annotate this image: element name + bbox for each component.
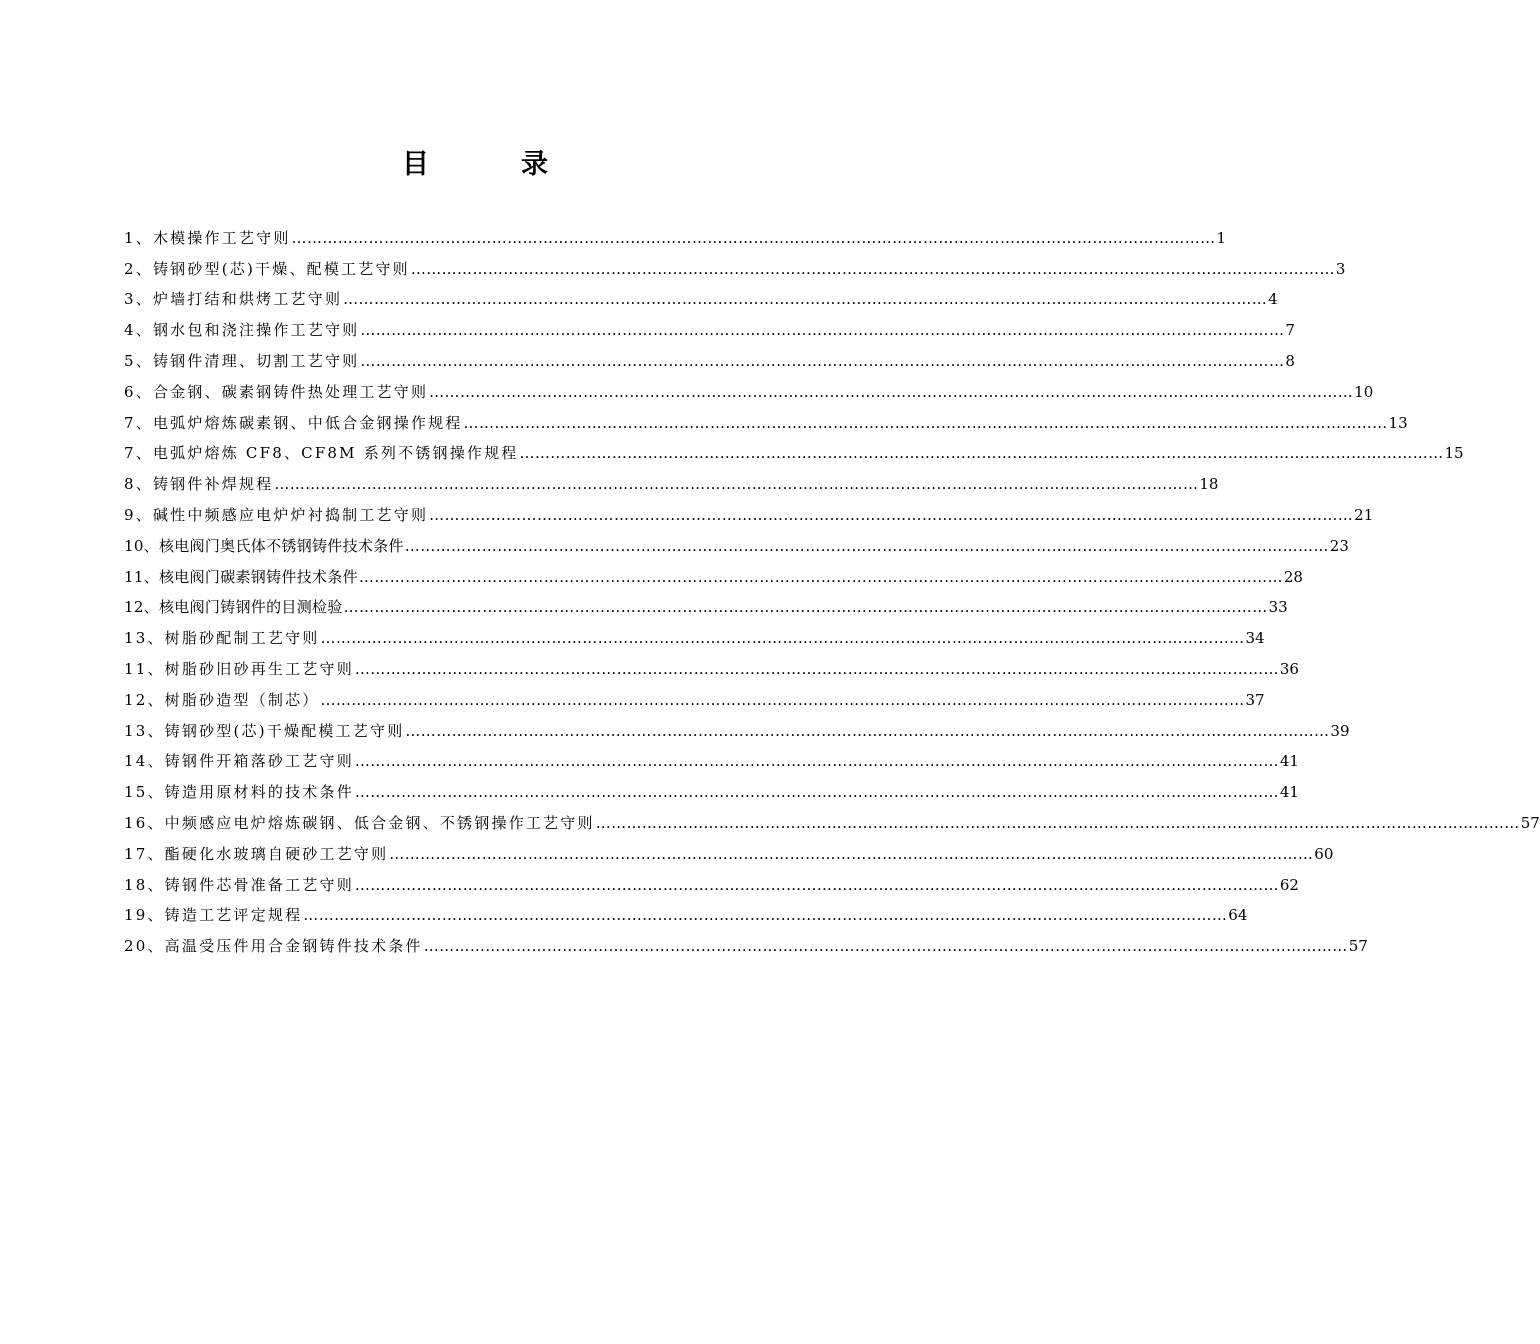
- toc-entry[interactable]: [124, 833, 1334, 864]
- toc-page-number: 21: [1354, 505, 1374, 524]
- toc-entry-label: 11、树脂砂旧砂再生工艺守则: [124, 659, 354, 678]
- toc-entry-label: 2、铸钢砂型(芯)干燥、配模工艺守则: [124, 259, 410, 278]
- toc-entry-label: 16、中频感应电炉熔炼碳钢、低合金钢、不锈钢操作工艺守则: [124, 813, 595, 832]
- toc-entry-label: 4、钢水包和浇注操作工艺守则: [124, 321, 360, 340]
- toc-page-number: 15: [1444, 444, 1464, 463]
- toc-dot-leader: ………………………………………………………………………………………………………………………………………………………………: [463, 413, 1388, 432]
- toc-entry-label: 7、电弧炉熔炼碳素钢、中低合金钢操作规程: [124, 413, 463, 432]
- toc-page-number: 3: [1335, 259, 1346, 278]
- toc-page-number: 37: [1245, 690, 1265, 709]
- toc-entry-label: 19、铸造工艺评定规程: [124, 906, 303, 925]
- toc-entry[interactable]: [124, 525, 1349, 556]
- toc-dot-leader: ………………………………………………………………………………………………………………………………………………………………: [354, 659, 1279, 678]
- toc-entry-label: 10、核电阀门奥氏体不锈钢铸件技术条件: [124, 536, 404, 555]
- page-title: [0, 142, 950, 181]
- toc-entry[interactable]: [124, 741, 1299, 772]
- toc-entry-label: 9、碱性中频感应电炉炉衬捣制工艺守则: [124, 505, 429, 524]
- toc-dot-leader: ………………………………………………………………………………………………………………………………………………………………: [354, 752, 1279, 771]
- toc-page-number: 33: [1268, 598, 1288, 617]
- toc-page-number: 41: [1279, 783, 1299, 802]
- toc-entry[interactable]: [124, 617, 1265, 648]
- toc-dot-leader: ………………………………………………………………………………………………………………………………………………………………: [519, 444, 1444, 463]
- toc-entry-label: 17、酯硬化水玻璃自硬砂工艺守则: [124, 844, 389, 863]
- toc-dot-leader: ………………………………………………………………………………………………………………………………………………………………: [410, 259, 1335, 278]
- toc-dot-leader: ………………………………………………………………………………………………………………………………………………………………: [303, 906, 1228, 925]
- toc-entry[interactable]: [124, 371, 1374, 402]
- toc-page-number: 57: [1520, 813, 1540, 832]
- toc-dot-leader: ………………………………………………………………………………………………………………………………………………………………: [354, 783, 1279, 802]
- toc-entry[interactable]: [124, 864, 1299, 895]
- toc-entry-label: 8、铸钢件补焊规程: [124, 475, 274, 494]
- toc-entry-label: 20、高温受压件用合金钢铸件技术条件: [124, 937, 423, 956]
- title-char-1: 目: [402, 149, 429, 180]
- toc-dot-leader: ………………………………………………………………………………………………………………………………………………………………: [389, 844, 1314, 863]
- toc-entry[interactable]: [124, 679, 1265, 710]
- toc-dot-leader: ………………………………………………………………………………………………………………………………………………………………: [320, 690, 1245, 709]
- toc-dot-leader: ………………………………………………………………………………………………………………………………………………………………: [291, 228, 1216, 247]
- toc-entry[interactable]: [124, 279, 1278, 310]
- toc-dot-leader: ………………………………………………………………………………………………………………………………………………………………: [343, 598, 1268, 617]
- toc-page-number: 23: [1329, 536, 1349, 555]
- toc-entry-label: 7、电弧炉熔炼 CF8、CF8M 系列不锈钢操作规程: [124, 444, 519, 463]
- toc-entry[interactable]: [124, 710, 1350, 741]
- toc-dot-leader: ………………………………………………………………………………………………………………………………………………………………: [595, 813, 1520, 832]
- toc-dot-leader: ………………………………………………………………………………………………………………………………………………………………: [405, 721, 1330, 740]
- toc-page-number: 28: [1283, 567, 1303, 586]
- toc-entry[interactable]: [124, 648, 1299, 679]
- toc-dot-leader: ………………………………………………………………………………………………………………………………………………………………: [354, 875, 1279, 894]
- title-char-2: 录: [521, 149, 548, 180]
- toc-page-number: 60: [1314, 844, 1334, 863]
- toc-entry[interactable]: [124, 771, 1299, 802]
- toc-entry[interactable]: [124, 895, 1248, 926]
- toc-dot-leader: ………………………………………………………………………………………………………………………………………………………………: [358, 567, 1283, 586]
- toc-entry[interactable]: [124, 217, 1227, 248]
- toc-dot-leader: ………………………………………………………………………………………………………………………………………………………………: [320, 629, 1245, 648]
- toc-entry-label: 11、核电阀门碳素钢铸件技术条件: [124, 567, 358, 586]
- toc-entry-label: 3、炉墙打结和烘烤工艺守则: [124, 290, 343, 309]
- toc-page-number: 39: [1330, 721, 1350, 740]
- toc-entry-label: 12、树脂砂造型（制芯）: [124, 690, 320, 709]
- toc-page-number: 34: [1245, 629, 1265, 648]
- toc-entry-label: 6、合金钢、碳素钢铸件热处理工艺守则: [124, 382, 429, 401]
- toc-entry-label: 18、铸钢件芯骨准备工艺守则: [124, 875, 354, 894]
- toc-entry-label: 1、木模操作工艺守则: [124, 228, 291, 247]
- toc-dot-leader: ………………………………………………………………………………………………………………………………………………………………: [274, 475, 1199, 494]
- toc-page-number: 4: [1268, 290, 1278, 309]
- toc-dot-leader: ………………………………………………………………………………………………………………………………………………………………: [343, 290, 1268, 309]
- toc-page-number: 8: [1285, 351, 1295, 370]
- toc-page-number: 18: [1199, 475, 1219, 494]
- toc-entry-label: 14、铸钢件开箱落砂工艺守则: [124, 752, 354, 771]
- toc-page-number: 10: [1354, 382, 1374, 401]
- toc-entry-label: 13、铸钢砂型(芯)干燥配模工艺守则: [124, 721, 405, 740]
- toc-entry[interactable]: [124, 925, 1368, 956]
- toc-entry[interactable]: [124, 433, 1464, 464]
- toc-entry[interactable]: [124, 309, 1295, 340]
- toc-entry[interactable]: [124, 556, 1303, 587]
- toc-entry[interactable]: [124, 340, 1295, 371]
- toc-entry-label: 12、核电阀门铸钢件的目测检验: [124, 598, 343, 617]
- toc-page-number: 7: [1285, 321, 1295, 340]
- toc-dot-leader: ………………………………………………………………………………………………………………………………………………………………: [404, 536, 1329, 555]
- toc-entry[interactable]: [124, 463, 1219, 494]
- toc-page-number: 41: [1279, 752, 1299, 771]
- toc-page-number: 36: [1279, 659, 1299, 678]
- toc-page-number: 62: [1279, 875, 1299, 894]
- toc-page-number: 57: [1348, 937, 1368, 956]
- toc-page-number: 13: [1388, 413, 1408, 432]
- toc-page-number: 64: [1228, 906, 1248, 925]
- toc-dot-leader: ………………………………………………………………………………………………………………………………………………………………: [360, 351, 1285, 370]
- toc-dot-leader: ………………………………………………………………………………………………………………………………………………………………: [423, 937, 1348, 956]
- toc-entry[interactable]: [124, 494, 1374, 525]
- toc-entry[interactable]: [124, 802, 1540, 833]
- toc-entry[interactable]: [124, 402, 1408, 433]
- toc-entry-label: 13、树脂砂配制工艺守则: [124, 629, 320, 648]
- toc-entry-label: 15、铸造用原材料的技术条件: [124, 783, 354, 802]
- toc-entry[interactable]: [124, 587, 1288, 618]
- table-of-contents: [124, 217, 1540, 956]
- toc-dot-leader: ………………………………………………………………………………………………………………………………………………………………: [429, 382, 1354, 401]
- toc-dot-leader: ………………………………………………………………………………………………………………………………………………………………: [360, 321, 1285, 340]
- toc-entry-label: 5、铸钢件清理、切割工艺守则: [124, 351, 360, 370]
- toc-dot-leader: ………………………………………………………………………………………………………………………………………………………………: [429, 505, 1354, 524]
- toc-entry[interactable]: [124, 248, 1346, 279]
- toc-page-number: 1: [1216, 228, 1227, 247]
